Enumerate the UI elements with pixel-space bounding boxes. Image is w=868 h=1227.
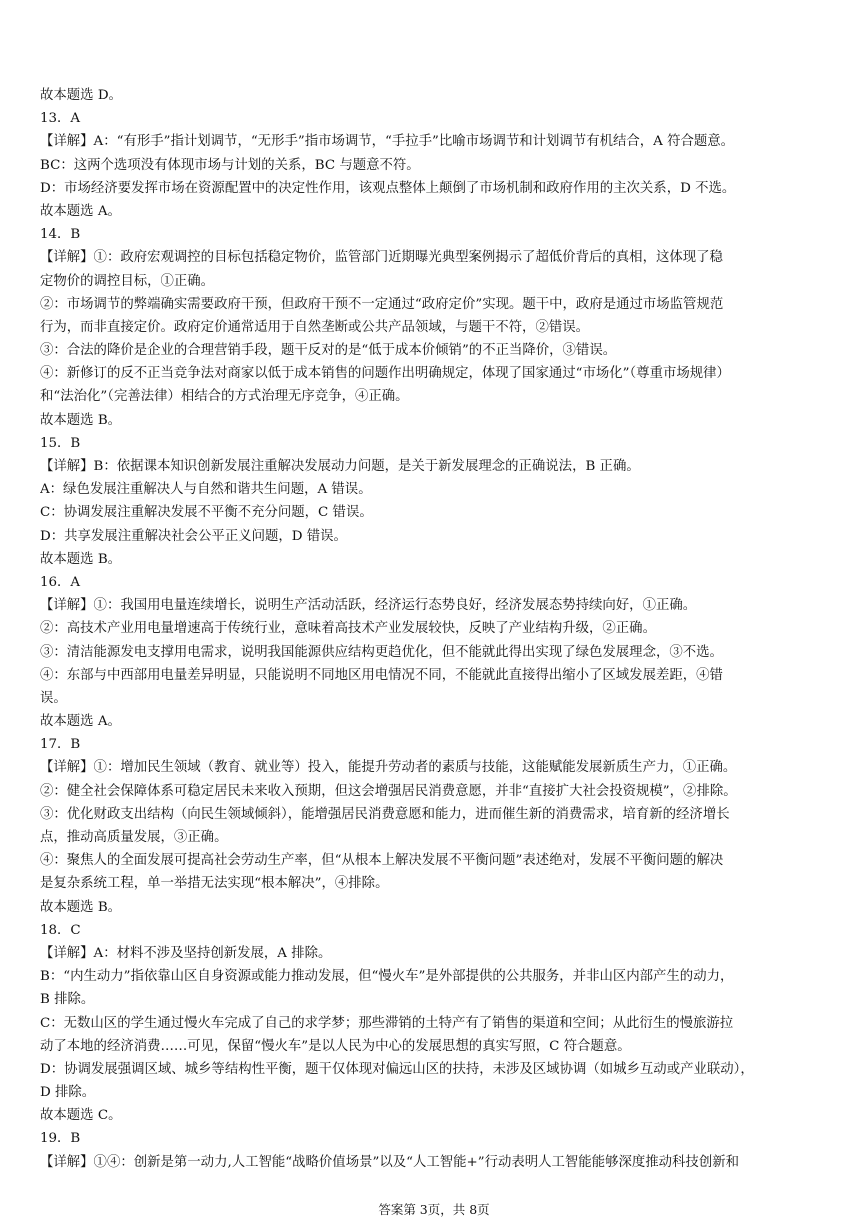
- text-line: 故本题选 B。: [40, 551, 122, 567]
- text-line: D：共享发展注重解决社会公平正义问题，D 错误。: [40, 528, 347, 544]
- text-line: 误。: [40, 690, 67, 706]
- text-line: B 排除。: [40, 992, 95, 1008]
- text-line: 13．A: [40, 111, 81, 127]
- page-footer: 答案第 3页，共 8页: [378, 1202, 490, 1217]
- text-line: 15．B: [40, 435, 81, 451]
- text-line: ④：东部与中西部用电量差异明显，只能说明不同地区用电情况不同，不能就此直接得出缩小了区域发展差距，④错: [40, 667, 723, 683]
- text-line: ④：聚焦人的全面发展可提高社会劳动生产率，但“从根本上解决发展不平衡问题”表述绝对，发展不平衡问题的解决: [40, 853, 724, 869]
- text-line: 18．C: [40, 922, 81, 938]
- text-line: 【详解】①：政府宏观调控的目标包括稳定物价，监管部门近期曝光典型案例揭示了超低价背后的真相，这体现了稳: [40, 250, 723, 266]
- text-line: 14．B: [40, 227, 81, 243]
- text-line: C：无数山区的学生通过慢火车完成了自己的求学梦；那些滞销的土特产有了销售的渠道和空间；从此衍生的慢旅游拉: [40, 1015, 734, 1031]
- text-line: 故本题选 D。: [40, 88, 122, 103]
- text-line: 【详解】①：增加民生领域（教育、就业等）投入，能提升劳动者的素质与技能，这能赋能发展新质生产力，①正确。: [40, 760, 737, 776]
- text-line: 点，推动高质量发展，③正确。: [40, 830, 228, 845]
- text-line: ③：清洁能源发电支撑用电需求，说明我国能源供应结构更趋优化，但不能就此得出实现了绿色发展理念，③不选。: [40, 644, 723, 660]
- text-line: ②：市场调节的弊端确实需要政府干预，但政府干预不一定通过“政府定价”实现。题干中，政府是通过市场监管规范: [40, 296, 724, 312]
- text-line: 定物价的调控目标，①正确。: [40, 273, 215, 289]
- text-line: C：协调发展注重解决发展不平衡不充分问题，C 错误。: [40, 505, 373, 521]
- text-line: 故本题选 C。: [40, 1108, 122, 1124]
- text-line: 故本题选 B。: [40, 899, 122, 915]
- text-line: 【详解】①：我国用电量连续增长，说明生产活动活跃，经济运行态势良好，经济发展态势持续向好，①正确。: [40, 598, 697, 614]
- text-line: 故本题选 A。: [40, 203, 121, 219]
- text-line: D 排除。: [40, 1085, 96, 1101]
- text-line: 17．B: [40, 737, 81, 753]
- text-line: D：协调发展强调区域、城乡等结构性平衡，题干仅体现对偏远山区的扶持，未涉及区域协调（如城乡互动或产业联动），: [40, 1061, 754, 1077]
- text-line: 动了本地的经济消费……可见，保留“慢火车”是以人民为中心的发展思想的真实写照，C 符合题意。: [40, 1038, 631, 1054]
- text-line: ④：新修订的反不正当竞争法对商家以低于成本销售的问题作出明确规定，体现了国家通过“市场化”（尊重市场规律）: [40, 366, 730, 382]
- text-line: 是复杂系统工程，单一举措无法实现“根本解决”，④排除。: [40, 876, 389, 892]
- text-line: 故本题选 A。: [40, 714, 121, 730]
- text-line: 和“法治化”（完善法律）相结合的方式治理无序竞争，④正确。: [40, 389, 409, 405]
- text-line: A：绿色发展注重解决人与自然和谐共生问题，A 错误。: [40, 482, 372, 498]
- text-line: B：“内生动力”指依靠山区自身资源或能力推动发展，但“慢火车”是外部提供的公共服务，并非山区内部产生的动力，: [40, 969, 734, 985]
- text-line: ②：高技术产业用电量增速高于传统行业，意味着高技术产业发展较快，反映了产业结构升级，②正确。: [40, 621, 656, 637]
- answer-text-body: [40, 84, 830, 1174]
- text-line: 故本题选 B。: [40, 412, 122, 428]
- text-line: 【详解】A：“有形手”指计划调节，“无形手”指市场调节，“手拉手”比喻市场调节和计划调节有机结合，A 符合题意。: [40, 134, 735, 150]
- text-line: ③：优化财政支出结构（向民生领域倾斜），能增强居民消费意愿和能力，进而催生新的消费需求，培育新的经济增长: [40, 806, 730, 822]
- text-line: 【详解】A：材料不涉及坚持创新发展，A 排除。: [40, 945, 332, 961]
- text-line: BC：这两个选项没有体现市场与计划的关系，BC 与题意不符。: [40, 157, 420, 173]
- text-line: ③：合法的降价是企业的合理营销手段，题干反对的是“低于成本价倾销”的不正当降价，③错误。: [40, 343, 617, 359]
- text-line: 【详解】①④：创新是第一动力,人工智能“战略价值场景”以及“人工智能+”行动表明人工智能能够深度推动科技创新和: [40, 1154, 739, 1170]
- text-line: 【详解】B：依据课本知识创新发展注重解决发展动力问题，是关于新发展理念的正确说法，B 正确。: [40, 459, 640, 474]
- text-line: D：市场经济要发挥市场在资源配置中的决定性作用，该观点整体上颠倒了市场机制和政府作用的主次关系，D 不选。: [40, 180, 736, 196]
- text-line: 16．A: [40, 574, 81, 590]
- text-line: 19．B: [40, 1131, 81, 1147]
- text-line: 行为，而非直接定价。政府定价通常适用于自然垄断或公共产品领域，与题干不符，②错误。: [40, 319, 590, 335]
- text-line: ②：健全社会保障体系可稳定居民未来收入预期，但这会增强居民消费意愿，并非“直接扩大社会投资规模”，②排除。: [40, 783, 737, 799]
